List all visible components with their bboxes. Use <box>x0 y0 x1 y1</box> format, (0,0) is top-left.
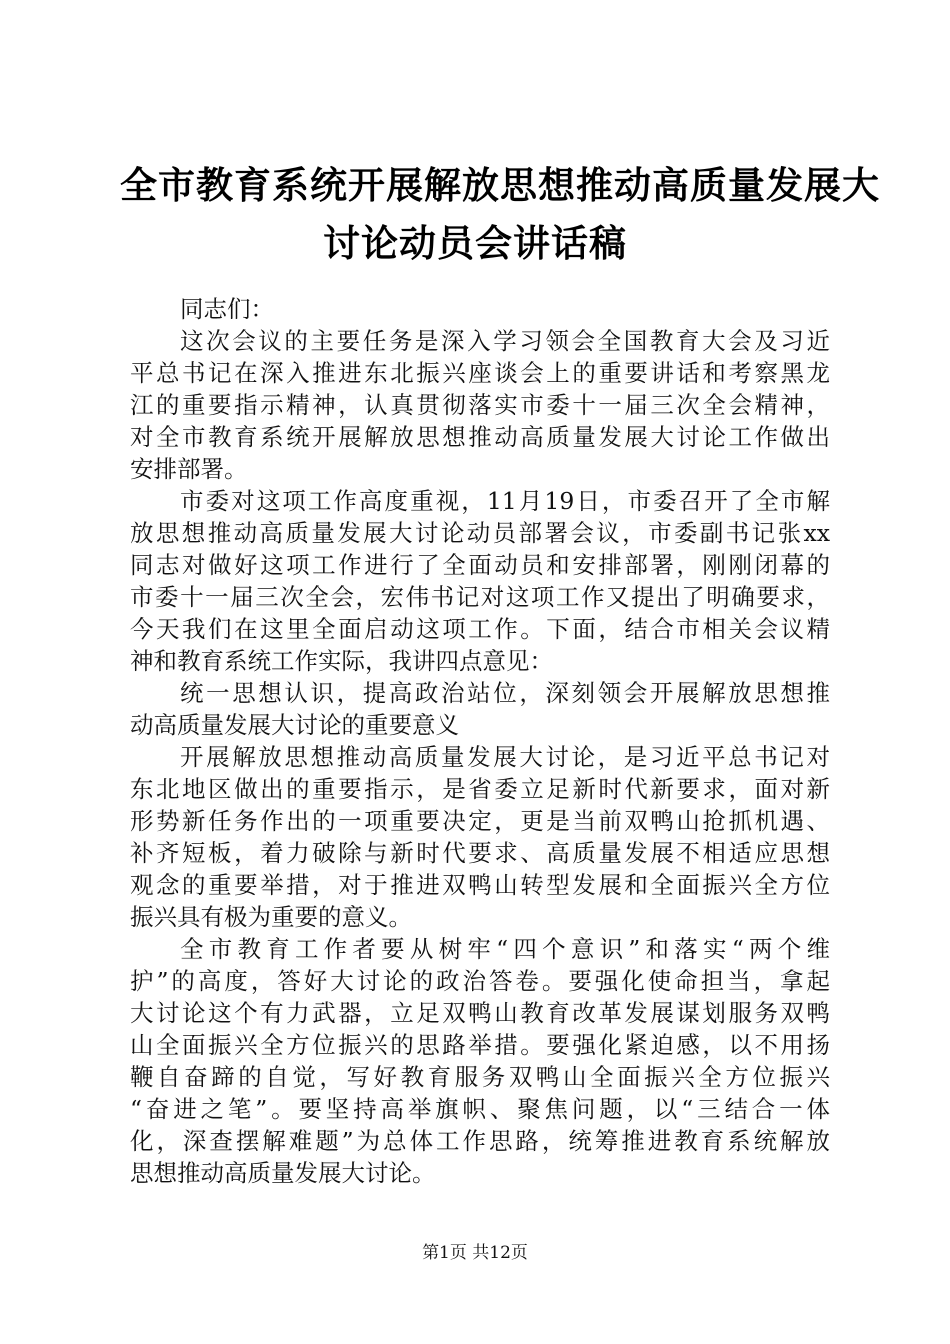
body-line: 这次会议的主要任务是深入学习领会全国教育大会及习近 <box>180 327 830 355</box>
body-line: 全市教育工作者要从树牢“四个意识”和落实“两个维 <box>180 935 830 963</box>
body-line: 补齐短板，着力破除与新时代要求、高质量发展不相适应思想 <box>130 839 830 867</box>
body-line: 神和教育系统工作实际，我讲四点意见： <box>130 647 553 675</box>
body-line: 安排部署。 <box>130 455 248 483</box>
body-line: 放思想推动高质量发展大讨论动员部署会议，市委副书记张xx <box>130 519 830 547</box>
body-line: 思想推动高质量发展大讨论。 <box>130 1159 436 1187</box>
body-line: 山全面振兴全方位振兴的思路举措。要强化紧迫感，以不用扬 <box>130 1031 830 1059</box>
body-line: 形势新任务作出的一项重要决定，更是当前双鸭山抢抓机遇、 <box>130 807 830 835</box>
body-line: 大讨论这个有力武器，立足双鸭山教育改革发展谋划服务双鸭 <box>130 999 830 1027</box>
body-line: 市委十一届三次全会，宏伟书记对这项工作又提出了明确要求， <box>130 583 830 611</box>
section-heading-line: 动高质量发展大讨论的重要意义 <box>130 711 459 739</box>
body-line: 鞭自奋蹄的自觉，写好教育服务双鸭山全面振兴全方位振兴 <box>130 1063 830 1091</box>
body-line: 东北地区做出的重要指示，是省委立足新时代新要求，面对新 <box>130 775 830 803</box>
salutation: 同志们： <box>180 295 274 323</box>
body-line: 护”的高度，答好大讨论的政治答卷。要强化使命担当，拿起 <box>130 967 830 995</box>
body-line: 化，深查摆解难题”为总体工作思路，统筹推进教育系统解放 <box>130 1127 830 1155</box>
body-line: 振兴具有极为重要的意义。 <box>130 903 412 931</box>
body-line: 观念的重要举措，对于推进双鸭山转型发展和全面振兴全方位 <box>130 871 830 899</box>
body-line: 今天我们在这里全面启动这项工作。下面，结合市相关会议精 <box>130 615 830 643</box>
body-line: 平总书记在深入推进东北振兴座谈会上的重要讲话和考察黑龙 <box>130 359 830 387</box>
page-number-footer: 第1页 共12页 <box>422 1243 528 1263</box>
document-title-line-1: 全市教育系统开展解放思想推动高质量发展大 <box>120 164 880 207</box>
body-line: 市委对这项工作高度重视，11月19日，市委召开了全市解 <box>180 487 830 515</box>
document-title-line-2: 讨论动员会讲话稿 <box>323 222 627 265</box>
body-line: 江的重要指示精神，认真贯彻落实市委十一届三次全会精神， <box>130 391 830 419</box>
body-line: 同志对做好这项工作进行了全面动员和安排部署，刚刚闭幕的 <box>130 551 830 579</box>
body-line: 开展解放思想推动高质量发展大讨论，是习近平总书记对 <box>180 743 830 771</box>
body-line: “奋进之笔”。要坚持高举旗帜、聚焦问题，以“三结合一体 <box>130 1095 830 1123</box>
section-heading-line: 统一思想认识，提高政治站位，深刻领会开展解放思想推 <box>180 679 830 707</box>
body-line: 对全市教育系统开展解放思想推动高质量发展大讨论工作做出 <box>130 423 830 451</box>
